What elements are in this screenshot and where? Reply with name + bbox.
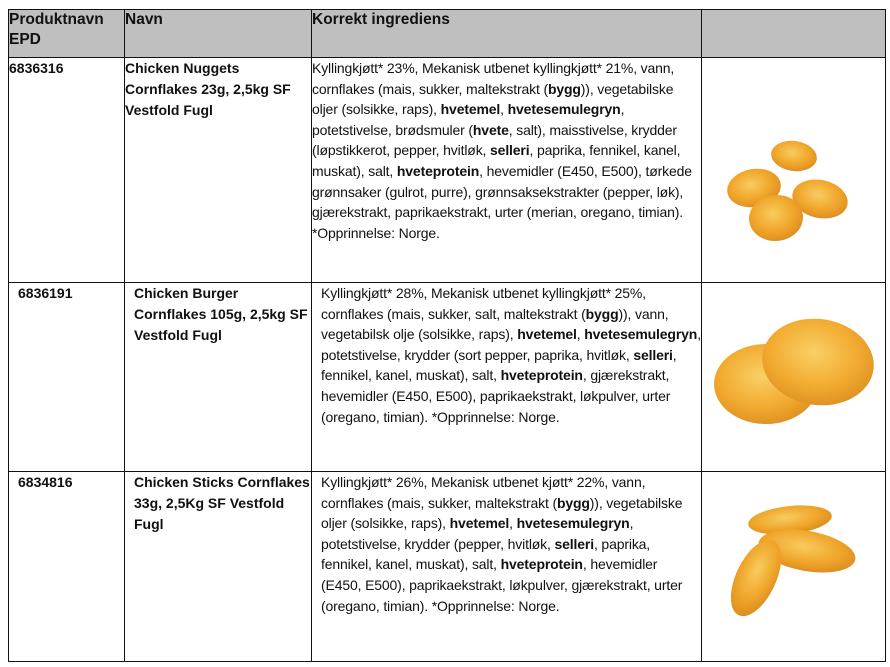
header-ingredients: Korrekt ingrediens — [312, 10, 702, 58]
table-row — [9, 283, 886, 472]
product-name-cell: Chicken Burger Cornflakes 105g, 2,5kg SF Vestfold Fugl — [125, 283, 312, 472]
allergen-text: hvetesemulegryn — [507, 101, 621, 118]
product-image-cell — [702, 58, 886, 283]
ingredient-text: Kyllingkjøtt* 26%, Mekanisk utbenet kjøtt* 22%, vann, cornflakes (mais, sukker, maltekstrakt ( — [321, 474, 646, 511]
chicken-burger-photo-icon — [702, 283, 886, 471]
epd-cell: 6834816 — [9, 472, 125, 662]
ingredients-cell — [312, 472, 702, 662]
allergen-text: hvetemel — [517, 326, 577, 343]
ingredient-text: )), vegetabilske oljer (solsikke, raps), — [312, 80, 674, 118]
allergen-text: selleri — [554, 535, 594, 552]
ingredient-text: , salt), maisstivelse, krydder (løpstikkerot, pepper, hvitløk, — [312, 121, 677, 159]
epd-cell: 6836191 — [9, 283, 125, 472]
allergen-text: hvetemel — [440, 101, 501, 118]
ingredient-text: , potetstivelse, krydder (pepper, hvitløk, — [321, 515, 634, 552]
allergen-text: hveteprotein — [396, 162, 480, 179]
ingredient-text: , gjærekstrakt, hevemidler (E450, E500), paprikaekstrakt, løkpulver, urter (oregano, timian). *Opprinnelse: Norge. — [321, 367, 671, 425]
ingredients-cell — [312, 58, 702, 283]
table-row — [9, 58, 886, 283]
product-image-cell — [702, 283, 886, 472]
ingredients-cell — [312, 283, 702, 472]
ingredients-table — [8, 9, 886, 662]
ingredient-text: )), vegetabilske oljer (solsikke, raps), — [321, 494, 683, 532]
allergen-text: hvetesemulegryn — [584, 326, 698, 343]
product-name-cell: Chicken Sticks Cornflakes 33g, 2,5Kg SF Vestfold Fugl — [125, 472, 312, 662]
ingredient-text: , potetstivelse, krydder (sort pepper, paprika, hvitløk, — [321, 326, 701, 363]
header-image — [702, 10, 886, 58]
ingredient-text: )), vann, vegetabilsk olje (solsikke, raps), — [321, 305, 669, 343]
ingredient-text: , paprika, fennikel, kanel, muskat), salt, — [321, 535, 651, 573]
ingredient-text: , fennikel, kanel, muskat), salt, — [321, 346, 677, 384]
allergen-text: hvetemel — [449, 515, 510, 532]
table-header-row — [9, 10, 886, 58]
header-epd: Produktnavn EPD — [9, 10, 125, 58]
product-image-cell — [702, 472, 886, 662]
epd-cell: 6836316 — [9, 58, 125, 283]
ingredient-text: , — [500, 101, 508, 118]
ingredient-text: , hevemidler (E450, E500), paprikaekstrakt, løkpulver, gjærekstrakt, urter (oregano, timian). *Opprinnelse: Norge. — [321, 556, 683, 614]
ingredient-text: Kyllingkjøtt* 23%, Mekanisk utbenet kyllingkjøtt* 21%, vann, cornflakes (mais, sukker, maltekstrakt ( — [312, 60, 675, 97]
ingredient-text: , paprika, fennikel, kanel, muskat), salt, — [312, 142, 681, 179]
allergen-text: bygg — [585, 305, 619, 322]
allergen-text: selleri — [633, 346, 673, 363]
allergen-text: hvete — [472, 121, 509, 138]
product-name-cell: Chicken Nuggets Cornflakes 23g, 2,5kg SF Vestfold Fugl — [125, 58, 312, 283]
allergen-text: bygg — [547, 80, 581, 97]
chicken-nuggets-photo-icon — [702, 58, 886, 282]
allergen-text: hveteprotein — [500, 556, 583, 573]
allergen-text: selleri — [490, 142, 530, 159]
ingredient-text: , hevemidler (E450, E500), tørkede grønnsaker (gulrot, purre), grønnsaksekstrakter (pepper, løk), gjærekstrakt, paprikaekstrakt, urter (merian, oregano, timian). *Opprinnelse: Norge. — [312, 162, 692, 241]
header-name: Navn — [125, 10, 312, 58]
allergen-text: hveteprotein — [500, 367, 583, 384]
chicken-sticks-photo-icon — [702, 472, 886, 661]
ingredient-text: , — [576, 326, 585, 343]
allergen-text: hvetesemulegryn — [516, 515, 630, 532]
ingredient-text: Kyllingkjøtt* 28%, Mekanisk utbenet kyllingkjøtt* 25%, cornflakes (mais, sukker, salt, maltekstrakt ( — [321, 285, 646, 322]
ingredient-text: , — [509, 515, 517, 532]
table-row — [9, 472, 886, 662]
ingredient-text: , potetstivelse, brødsmuler ( — [312, 101, 625, 138]
allergen-text: bygg — [556, 494, 590, 511]
